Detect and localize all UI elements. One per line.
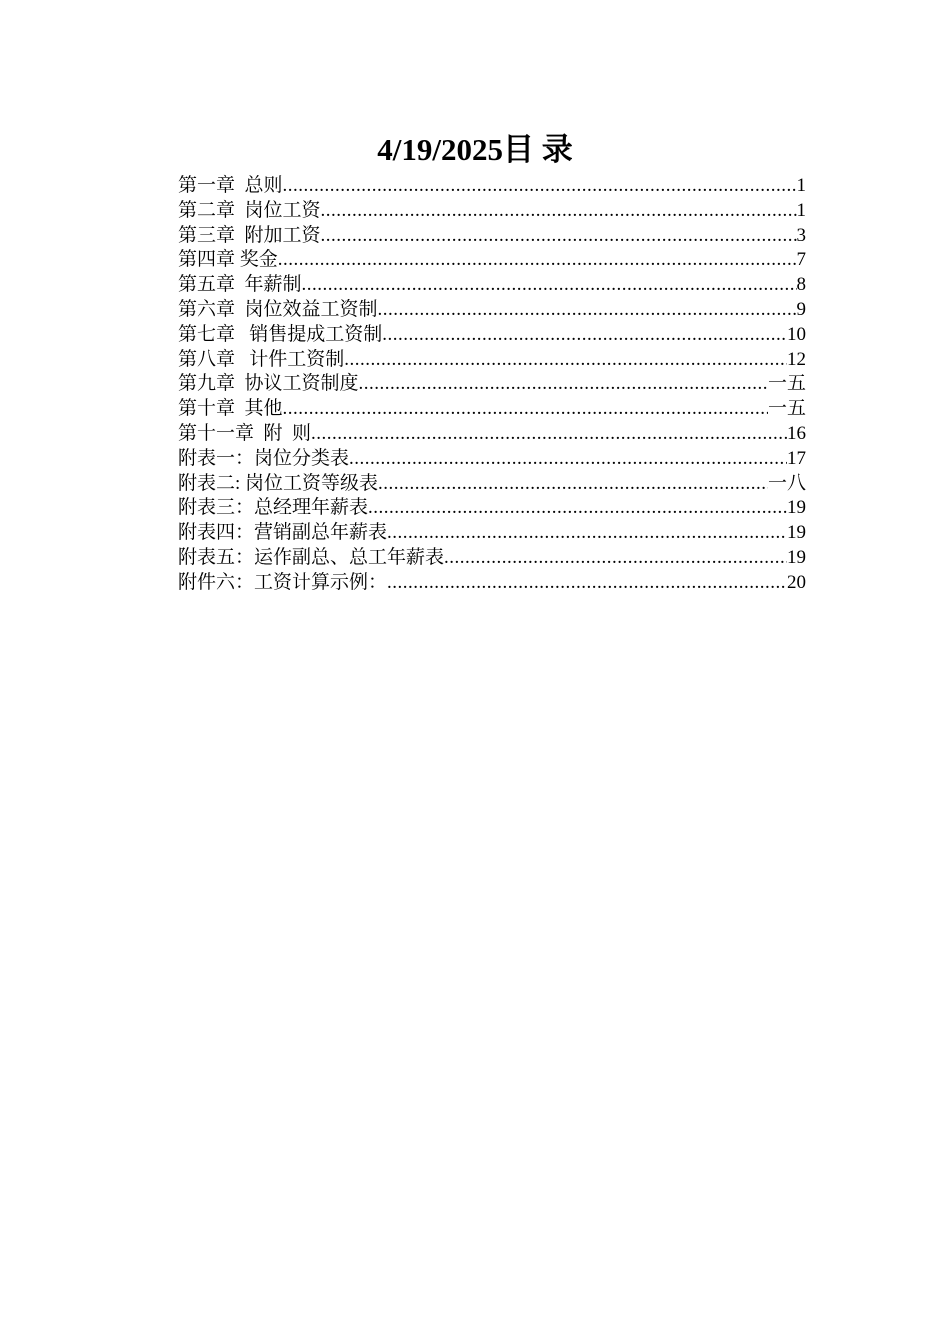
toc-dot-leader — [321, 199, 797, 224]
toc-dot-leader — [278, 248, 797, 273]
toc-entry-page: 一八 — [767, 472, 806, 494]
toc-entry[interactable] — [178, 298, 806, 323]
toc-entry-label: 第六章 岗位效益工资制 — [178, 298, 378, 320]
toc-entry-label: 附表二: 岗位工资等级表 — [178, 472, 379, 494]
toc-dot-leader — [283, 397, 768, 422]
toc-dot-leader — [378, 298, 797, 323]
toc-dot-leader — [311, 422, 787, 447]
toc-entry[interactable] — [178, 422, 806, 447]
toc-entry-page: 10 — [787, 323, 806, 345]
toc-entry[interactable] — [178, 496, 806, 521]
toc-dot-leader — [378, 472, 768, 497]
toc-entry-label: 第九章 协议工资制度 — [178, 373, 359, 395]
toc-entry-page: 19 — [787, 497, 806, 519]
toc-entry[interactable] — [178, 447, 806, 472]
toc-dot-leader — [321, 224, 797, 249]
toc-entry[interactable] — [178, 546, 806, 571]
toc-dot-leader — [302, 273, 797, 298]
toc-entry[interactable] — [178, 521, 806, 546]
toc-entry[interactable] — [178, 397, 806, 422]
toc-entry-label: 第四章 奖金 — [178, 249, 278, 271]
toc-entry[interactable] — [178, 372, 806, 397]
toc-dot-leader — [387, 571, 787, 596]
toc-dot-leader — [382, 323, 787, 348]
toc-entry-label: 第五章 年薪制 — [178, 274, 302, 296]
toc-dot-leader — [283, 174, 797, 199]
table-of-contents — [178, 174, 806, 596]
toc-entry-label: 第七章 销售提成工资制 — [178, 323, 383, 345]
toc-entry-page: 19 — [787, 546, 806, 568]
toc-entry-page: 19 — [787, 522, 806, 544]
toc-dot-leader — [444, 546, 787, 571]
toc-dot-leader — [344, 348, 787, 373]
toc-entry-page: 20 — [787, 571, 806, 593]
toc-entry-page: 一五 — [767, 398, 806, 420]
toc-entry[interactable] — [178, 248, 806, 273]
toc-entry-page: 12 — [787, 348, 806, 370]
toc-dot-leader — [349, 447, 787, 472]
toc-entry-page: 16 — [787, 422, 806, 444]
toc-entry-label: 附表一：岗位分类表 — [178, 447, 350, 469]
toc-entry-page: 17 — [787, 447, 806, 469]
toc-entry-label: 第十一章 附 则 — [178, 422, 312, 444]
toc-dot-leader — [368, 496, 787, 521]
toc-entry-page: 7 — [796, 249, 806, 271]
toc-entry-label: 第八章 计件工资制 — [178, 348, 345, 370]
toc-entry-page: 3 — [796, 224, 806, 246]
toc-entry-label: 第三章 附加工资 — [178, 224, 321, 246]
toc-entry-label: 第二章 岗位工资 — [178, 199, 321, 221]
toc-entry-label: 附表五：运作副总、总工年薪表 — [178, 546, 445, 568]
toc-entry[interactable] — [178, 273, 806, 298]
toc-entry[interactable] — [178, 571, 806, 596]
page-title: 4/19/2025目 录 — [377, 132, 573, 167]
toc-entry[interactable] — [178, 472, 806, 497]
toc-entry-label: 附表四：营销副总年薪表 — [178, 522, 388, 544]
toc-entry-label: 第一章 总则 — [178, 175, 283, 196]
toc-entry-page: 1 — [796, 199, 806, 221]
toc-dot-leader — [387, 521, 787, 546]
toc-entry-label: 附件六：工资计算示例： — [178, 571, 388, 593]
toc-entry[interactable] — [178, 323, 806, 348]
toc-entry[interactable] — [178, 199, 806, 224]
toc-entry[interactable] — [178, 348, 806, 373]
toc-entry-page: 9 — [796, 298, 806, 320]
toc-entry-page: 1 — [796, 175, 806, 196]
toc-entry[interactable] — [178, 224, 806, 249]
toc-entry-label: 第十章 其他 — [178, 398, 283, 420]
toc-entry-label: 附表三：总经理年薪表 — [178, 497, 369, 519]
toc-dot-leader — [359, 372, 768, 397]
toc-entry[interactable] — [178, 174, 806, 199]
toc-entry-page: 8 — [796, 274, 806, 296]
toc-entry-page: 一五 — [767, 373, 806, 395]
